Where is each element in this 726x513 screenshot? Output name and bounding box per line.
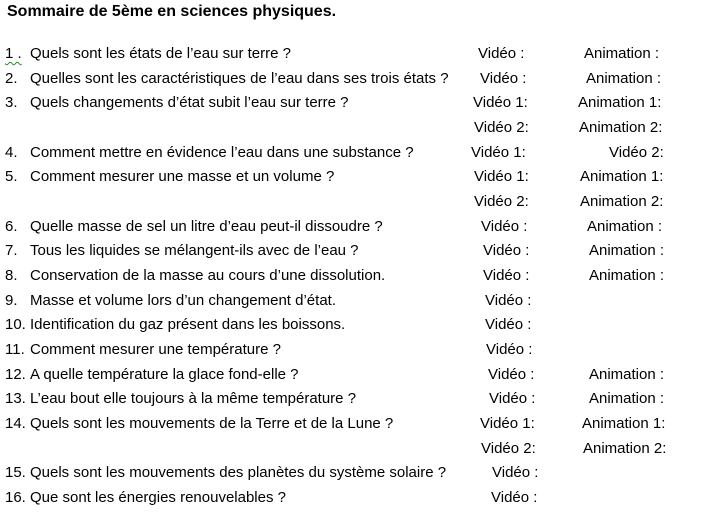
list-item — [0, 117, 726, 139]
item-question: L’eau bout elle toujours à la même température ? — [30, 390, 357, 407]
video-link[interactable]: Vidéo : — [480, 70, 527, 87]
video-link-2[interactable]: Vidéo 2: — [609, 144, 664, 161]
item-question: Quels sont les mouvements des planètes du système solaire ? — [30, 464, 447, 481]
item-question: Comment mettre en évidence l’eau dans une substance ? — [30, 144, 414, 161]
video-link[interactable]: Vidéo : — [486, 341, 533, 358]
list-item — [0, 166, 726, 188]
item-question: Tous les liquides se mélangent-ils avec de l’eau ? — [30, 242, 359, 259]
item-number: 3. — [5, 94, 18, 111]
video-link[interactable]: Vidéo 1: — [473, 94, 528, 111]
item-question: Identification du gaz présent dans les boissons. — [30, 316, 346, 333]
item-number: 6. — [5, 218, 18, 235]
list-item — [0, 265, 726, 287]
item-question: Comment mesurer une température ? — [30, 341, 281, 358]
animation-link[interactable]: Animation : — [589, 242, 665, 259]
list-item — [0, 364, 726, 386]
video-link[interactable]: Vidéo 2: — [474, 119, 529, 136]
animation-link[interactable]: Animation 2: — [580, 193, 664, 210]
item-number: 11. — [5, 341, 25, 358]
video-link[interactable]: Vidéo : — [488, 366, 535, 383]
item-question: Quelle masse de sel un litre d’eau peut-il dissoudre ? — [30, 218, 383, 235]
list-item — [0, 462, 726, 484]
list-item — [0, 240, 726, 262]
list-item — [0, 438, 726, 460]
list-item — [0, 290, 726, 312]
animation-link[interactable]: Animation : — [589, 390, 665, 407]
item-number: 1 . — [5, 45, 22, 62]
item-question: Que sont les énergies renouvelables ? — [30, 489, 286, 506]
animation-link[interactable]: Animation : — [586, 70, 662, 87]
item-number: 13. — [5, 390, 26, 407]
item-question: Quels changements d’état subit l’eau sur terre ? — [30, 94, 349, 111]
item-number: 8. — [5, 267, 18, 284]
item-question: Masse et volume lors d’un changement d’état. — [30, 292, 336, 309]
item-question: Conservation de la masse au cours d’une dissolution. — [30, 267, 386, 284]
video-link[interactable]: Vidéo : — [491, 489, 538, 506]
list-item — [0, 191, 726, 213]
list-item — [0, 413, 726, 435]
list-item — [0, 388, 726, 410]
video-link[interactable]: Vidéo : — [489, 390, 536, 407]
item-question: Quels sont les mouvements de la Terre et de la Lune ? — [30, 415, 394, 432]
video-link[interactable]: Vidéo 2: — [474, 193, 529, 210]
item-number: 5. — [5, 168, 18, 185]
animation-link[interactable]: Animation 1: — [578, 94, 662, 111]
item-number: 10. — [5, 316, 26, 333]
item-number: 2. — [5, 70, 18, 87]
video-link[interactable]: Vidéo : — [478, 45, 525, 62]
item-number: 16. — [5, 489, 26, 506]
item-number: 7. — [5, 242, 18, 259]
list-item — [0, 92, 726, 114]
item-question: A quelle température la glace fond-elle ? — [30, 366, 299, 383]
video-link[interactable]: Vidéo : — [483, 267, 530, 284]
list-item — [0, 339, 726, 361]
document-title: Sommaire de 5ème en sciences physiques. — [7, 3, 337, 20]
list-item — [0, 43, 726, 65]
video-link[interactable]: Vidéo 2: — [481, 440, 536, 457]
item-number: 9. — [5, 292, 18, 309]
list-item — [0, 142, 726, 164]
animation-link[interactable]: Animation 2: — [583, 440, 667, 457]
video-link[interactable]: Vidéo 1: — [471, 144, 526, 161]
animation-link[interactable]: Animation : — [587, 218, 663, 235]
list-item — [0, 68, 726, 90]
video-link[interactable]: Vidéo 1: — [480, 415, 535, 432]
list-item — [0, 487, 726, 509]
video-link[interactable]: Vidéo : — [485, 316, 532, 333]
video-link[interactable]: Vidéo 1: — [474, 168, 529, 185]
item-question: Comment mesurer une masse et un volume ? — [30, 168, 335, 185]
item-number: 4. — [5, 144, 18, 161]
animation-link[interactable]: Animation : — [589, 366, 665, 383]
item-number: 12. — [5, 366, 26, 383]
animation-link[interactable]: Animation : — [584, 45, 660, 62]
list-item — [0, 216, 726, 238]
item-question: Quelles sont les caractéristiques de l’eau dans ses trois états ? — [30, 70, 449, 87]
video-link[interactable]: Vidéo : — [481, 218, 528, 235]
video-link[interactable]: Vidéo : — [483, 242, 530, 259]
item-number: 15. — [5, 464, 26, 481]
list-item — [0, 314, 726, 336]
animation-link[interactable]: Animation : — [589, 267, 665, 284]
video-link[interactable]: Vidéo : — [485, 292, 532, 309]
animation-link[interactable]: Animation 2: — [579, 119, 663, 136]
item-number: 14. — [5, 415, 26, 432]
animation-link[interactable]: Animation 1: — [582, 415, 666, 432]
item-question: Quels sont les états de l’eau sur terre ? — [30, 45, 291, 62]
animation-link[interactable]: Animation 1: — [580, 168, 664, 185]
video-link[interactable]: Vidéo : — [492, 464, 539, 481]
